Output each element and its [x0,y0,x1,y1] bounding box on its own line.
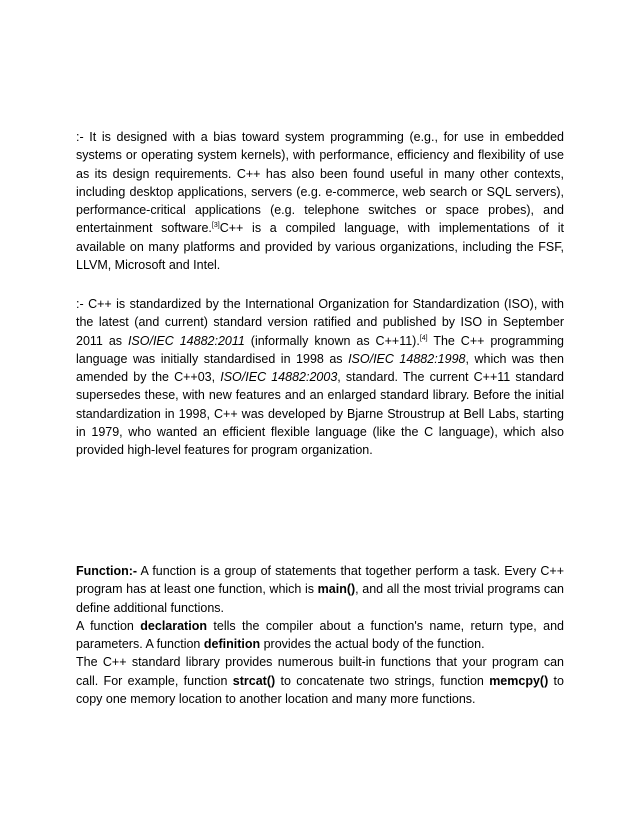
paragraph-text: , and all the most trivial programs can define additional functions. [76,582,564,615]
function-library-text [76,653,564,708]
paragraph-text: A function is a group of statements that together perform a task. Every C++ program has at least one function, which is [76,564,564,597]
iso-standard-2003: ISO/IEC 14882:2003 [220,370,338,385]
paragraph-text: (informally known as C++11). [244,333,420,348]
paragraph-text: tells the compiler about a function's name, return type, and parameters. A function [76,618,565,652]
keyword-definition: definition [203,637,261,652]
paragraph-text: C++ is a compiled language, with implementations of it available on many platforms and provided by various organizations, including the FSF, LLVM, Microsoft and Intel. [76,221,565,273]
paragraph-text: :- C++ is standardized by the International Organization for Standardization (ISO), with the latest (and current) standard version ratified and published by ISO in September 2011 as [76,297,564,348]
keyword-main: main() [317,582,356,597]
paragraph-text: A function [76,618,141,633]
paragraph-cpp-standardization [76,295,564,460]
paragraph-text: , which was then amended by the C++03, [76,351,565,385]
paragraph-text: provides the actual body of the function. [260,637,485,652]
paragraph-text: to copy one memory location to another location and many more functions. [76,673,564,707]
reference-4[interactable]: [4] [419,334,428,342]
paragraph-cpp-design [76,128,564,274]
reference-3[interactable]: [3] [211,222,220,230]
iso-standard-2011: ISO/IEC 14882:2011 [127,333,245,348]
iso-standard-1998: ISO/IEC 14882:1998 [348,351,466,366]
paragraph-functions [76,562,564,708]
function-intro [76,562,564,617]
paragraph-text: :- It is designed with a bias toward system programming (e.g., for use in embedded systems or operating system kernels), with performance, efficiency and flexibility of use as its design requirements. C++ has also been found useful in many other contexts, including desktop applications, servers (e.g. e-commerce, web search or SQL servers), performance-critical applications (e.g. telephone switches or space probes), and entertainment software. [76,130,564,236]
keyword-strcat: strcat() [232,673,276,688]
keyword-memcpy: memcpy() [489,673,549,688]
paragraph-text: The C++ programming language was initially standardised in 1998 as [76,333,564,366]
paragraph-text: , standard. The current C++11 standard supersedes these, with new features and an enlarged standard library. Before the initial standardization in 1998, C++ was developed by Bjarne Stroustrup at Bell Labs, starting in 1979, who wanted an efficient flexible language (like the C language), which also provided high-level features for program organization. [76,370,565,458]
paragraph-text: The C++ standard library provides numerous built-in functions that your program can call. For example, function [76,655,564,688]
function-heading: Function:- [76,564,138,578]
function-declaration-text [76,617,564,654]
keyword-declaration: declaration [140,618,207,633]
paragraph-text: to concatenate two strings, function [275,673,490,688]
